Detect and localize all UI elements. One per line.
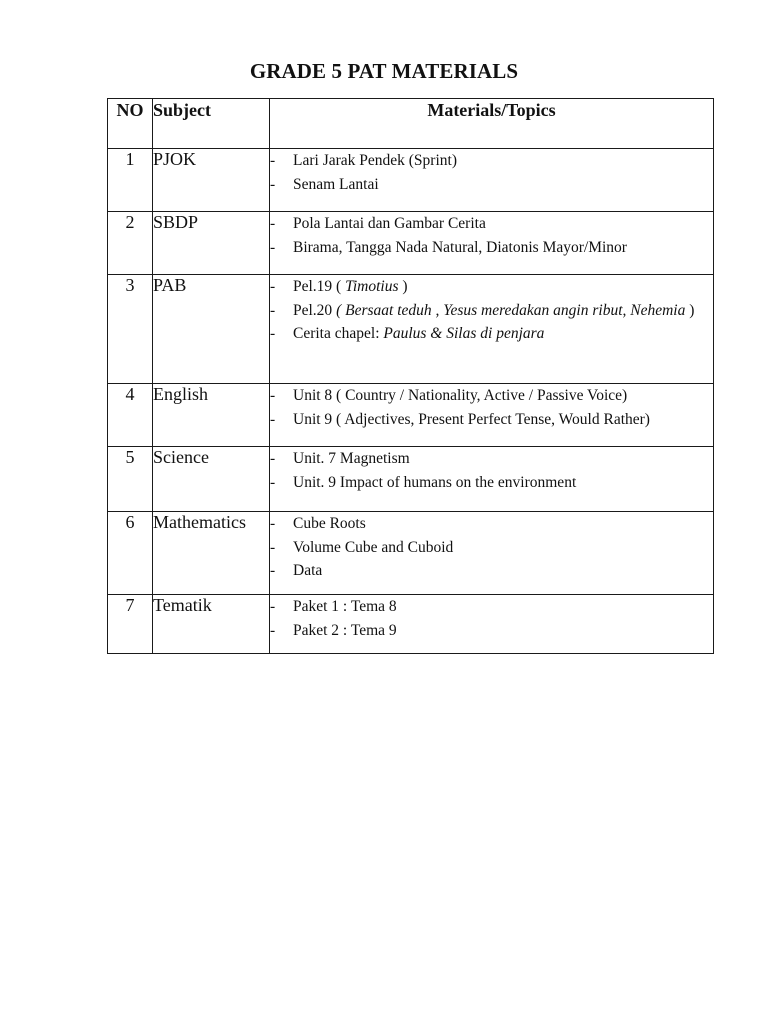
materials-table: [107, 98, 714, 654]
topic-text: Unit. 9 Impact of humans on the environment: [293, 473, 577, 491]
bullet-dash: -: [270, 325, 276, 342]
topic-text: Cube Roots: [293, 515, 366, 532]
topic-prefix: Cerita chapel:: [293, 325, 384, 342]
topic-text: Paket 1 : Tema 8: [293, 598, 397, 615]
topic-item: [270, 212, 713, 236]
topic-list: [270, 447, 713, 494]
bullet-dash: -: [270, 301, 276, 319]
topic-item: [270, 595, 713, 619]
table-row: [108, 595, 714, 654]
row-number: 4: [108, 384, 153, 447]
table-row: [108, 275, 714, 384]
topic-item: [270, 149, 713, 173]
bullet-dash: -: [270, 538, 276, 556]
topic-list: [270, 212, 713, 259]
topic-list: [270, 275, 713, 346]
topic-item: [270, 559, 713, 583]
subject-name: Tematik: [153, 595, 270, 654]
table-header-row: [108, 99, 714, 149]
topic-list: [270, 384, 713, 431]
subject-name: PAB: [153, 275, 270, 384]
table-row: [108, 212, 714, 275]
header-no: NO: [108, 99, 153, 149]
topic-item: [270, 173, 713, 197]
bullet-dash: -: [270, 152, 276, 169]
topic-item: [270, 236, 713, 260]
row-number: 7: [108, 595, 153, 654]
subject-name: English: [153, 384, 270, 447]
table-row: [108, 512, 714, 595]
subject-name: SBDP: [153, 212, 270, 275]
document-title: GRADE 5 PAT MATERIALS: [249, 59, 519, 83]
topic-text: Unit 8 ( Country / Nationality, Active / Passive Voice): [293, 387, 628, 404]
subject-name: Mathematics: [153, 512, 270, 595]
topics-cell: [270, 212, 714, 275]
subject-name: Science: [153, 447, 270, 512]
topic-list: [270, 595, 713, 642]
topic-item: [270, 447, 713, 471]
table-row: [108, 149, 714, 212]
subject-name: PJOK: [153, 149, 270, 212]
topic-item: [270, 536, 713, 560]
topics-cell: [270, 595, 714, 654]
bullet-dash: -: [270, 562, 276, 579]
bullet-dash: -: [270, 215, 276, 232]
bullet-dash: -: [270, 175, 276, 193]
topic-prefix: Pel.19 (: [293, 278, 346, 295]
bullet-dash: -: [270, 450, 276, 467]
topic-text: Senam Lantai: [293, 175, 379, 193]
row-number: 5: [108, 447, 153, 512]
topic-text: Unit 9 ( Adjectives, Present Perfect Tense, Would Rather): [293, 410, 650, 428]
topic-prefix: Pel.20: [293, 301, 337, 319]
row-number: 6: [108, 512, 153, 595]
topics-cell: [270, 149, 714, 212]
topic-item: [270, 322, 713, 346]
bullet-dash: -: [270, 598, 276, 615]
topic-item: [270, 384, 713, 408]
topic-text: [293, 275, 713, 299]
topic-italic: ( Bersaat teduh , Yesus meredakan angin ribut, Nehemia: [336, 301, 686, 319]
row-number: 1: [108, 149, 153, 212]
topic-text: Lari Jarak Pendek (Sprint): [293, 152, 457, 169]
topic-item: [270, 299, 713, 323]
topic-list: [270, 512, 713, 583]
topic-italic: Timotius: [345, 278, 399, 295]
row-number: 2: [108, 212, 153, 275]
topic-suffix: ): [685, 301, 695, 319]
bullet-dash: -: [270, 238, 276, 256]
topic-item: [270, 471, 713, 495]
topic-list: [270, 149, 713, 196]
topic-text: Volume Cube and Cuboid: [293, 538, 454, 556]
bullet-dash: -: [270, 473, 276, 491]
bullet-dash: -: [270, 515, 276, 532]
topic-item: [270, 408, 713, 432]
bullet-dash: -: [270, 387, 276, 404]
topic-text: [293, 322, 713, 346]
header-topics: Materials/Topics: [270, 99, 714, 149]
topic-suffix: ): [398, 278, 408, 295]
topic-text: Birama, Tangga Nada Natural, Diatonis Mayor/Minor: [293, 238, 627, 256]
table-row: [108, 384, 714, 447]
topics-cell: [270, 384, 714, 447]
topic-italic: Paulus & Silas di penjara: [383, 325, 545, 342]
topic-text: [293, 299, 713, 323]
topic-text: Paket 2 : Tema 9: [293, 621, 397, 639]
bullet-dash: -: [270, 278, 276, 295]
topic-text: Pola Lantai dan Gambar Cerita: [293, 215, 486, 232]
topic-text: Data: [293, 562, 323, 579]
topic-item: [270, 512, 713, 536]
topic-item: [270, 275, 713, 299]
topics-cell: [270, 447, 714, 512]
topics-cell: [270, 275, 714, 384]
bullet-dash: -: [270, 410, 276, 428]
bullet-dash: -: [270, 621, 276, 639]
table-row: [108, 447, 714, 512]
topic-item: [270, 619, 713, 643]
header-subject: Subject: [153, 99, 270, 149]
row-number: 3: [108, 275, 153, 384]
topic-text: Unit. 7 Magnetism: [293, 450, 410, 467]
topics-cell: [270, 512, 714, 595]
